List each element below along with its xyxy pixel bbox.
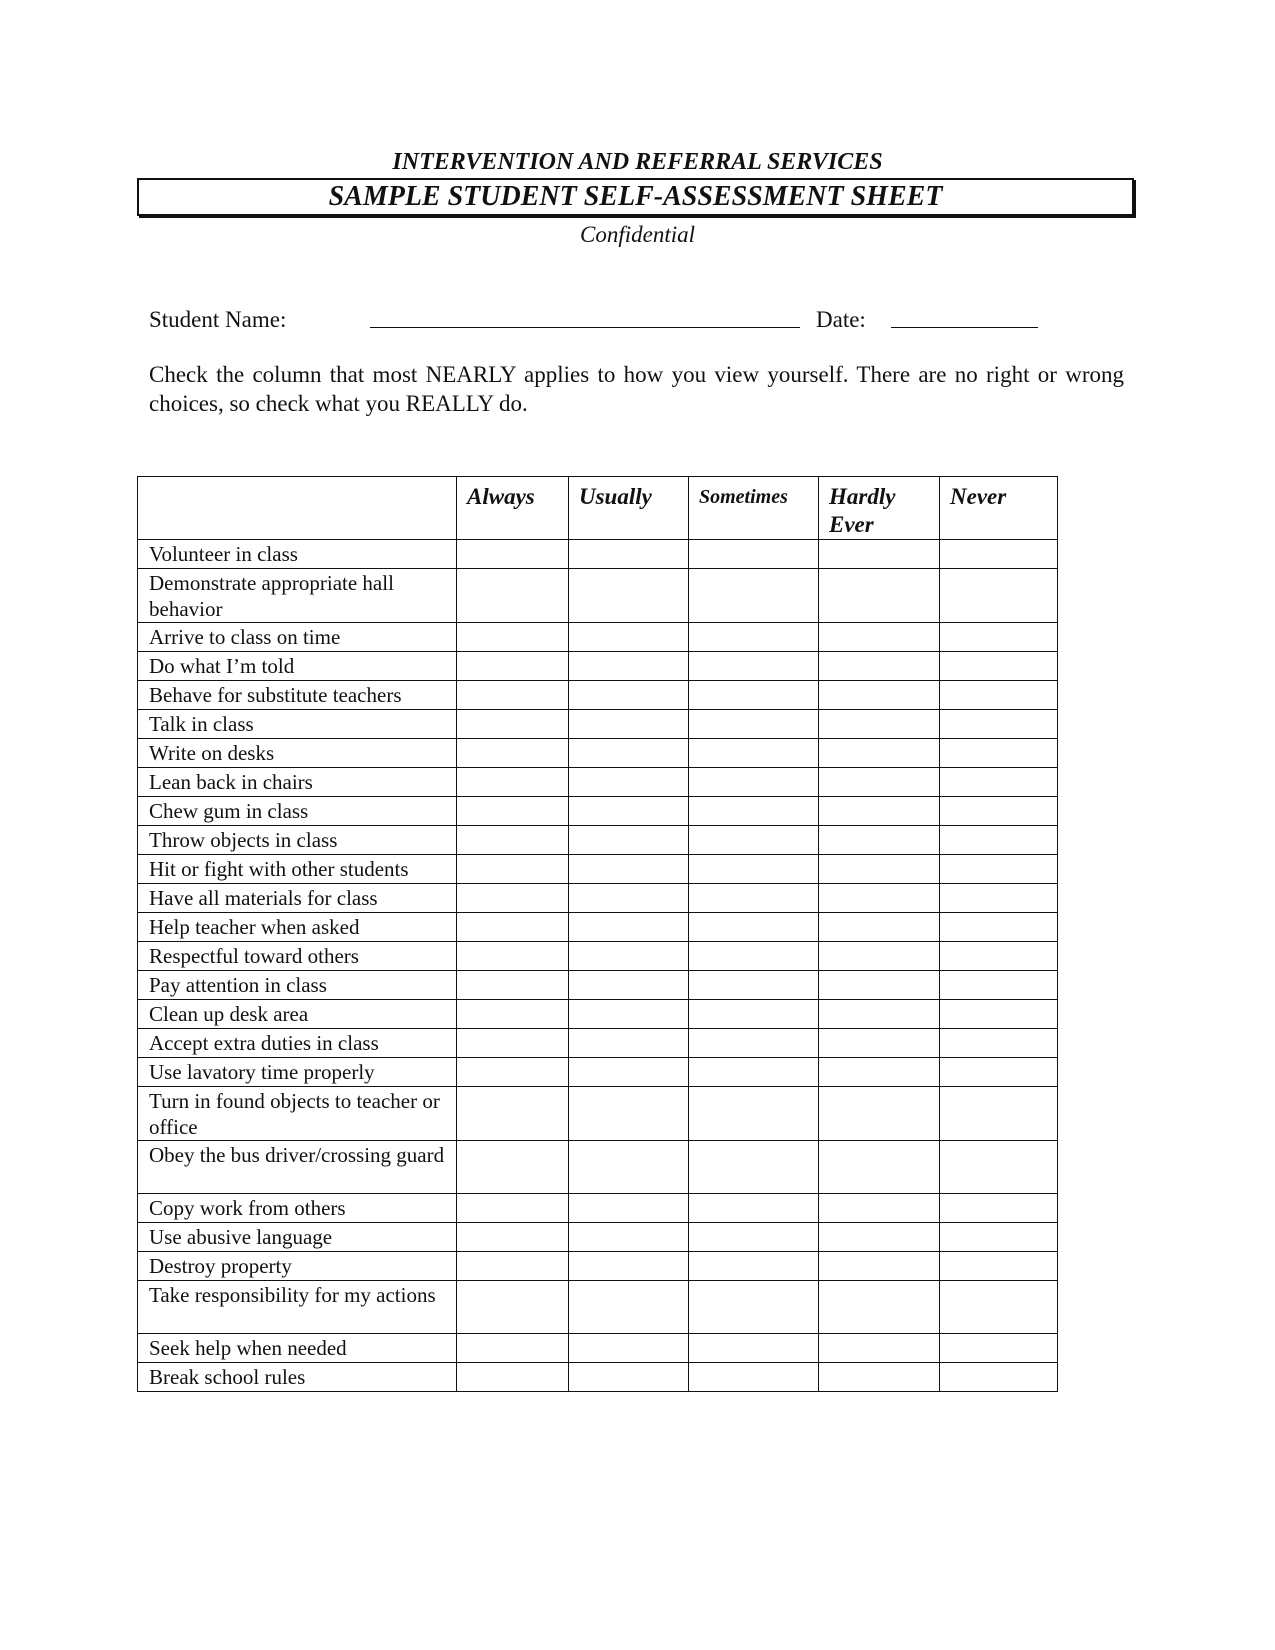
- table-row: [138, 768, 1058, 797]
- checkbox-cell-never[interactable]: [940, 1363, 1058, 1392]
- checkbox-cell-never[interactable]: [940, 1000, 1058, 1029]
- table-row: [138, 1223, 1058, 1252]
- checkbox-cell-hardly-ever[interactable]: [819, 1194, 940, 1223]
- behavior-label: Turn in found objects to teacher or office: [138, 1087, 457, 1141]
- table-row: [138, 913, 1058, 942]
- checkbox-cell-usually[interactable]: [569, 942, 689, 971]
- table-row: [138, 540, 1058, 569]
- column-header-hardly-ever: Hardly Ever: [819, 477, 940, 540]
- checkbox-cell-usually[interactable]: [569, 1000, 689, 1029]
- table-row: [138, 569, 1058, 623]
- checkbox-cell-never[interactable]: [940, 826, 1058, 855]
- behavior-label: Destroy property: [138, 1252, 457, 1281]
- checkbox-cell-sometimes[interactable]: [689, 1334, 819, 1363]
- checkbox-cell-hardly-ever[interactable]: [819, 768, 940, 797]
- table-row: [138, 1141, 1058, 1194]
- checkbox-cell-usually[interactable]: [569, 540, 689, 569]
- checkbox-cell-never[interactable]: [940, 1029, 1058, 1058]
- behavior-label: Break school rules: [138, 1363, 457, 1392]
- checkbox-cell-sometimes[interactable]: [689, 1141, 819, 1194]
- assessment-table: [137, 476, 1058, 1392]
- checkbox-cell-always[interactable]: [457, 1281, 569, 1334]
- behavior-label: Copy work from others: [138, 1194, 457, 1223]
- checkbox-cell-always[interactable]: [457, 652, 569, 681]
- checkbox-cell-always[interactable]: [457, 884, 569, 913]
- behavior-label: Seek help when needed: [138, 1334, 457, 1363]
- checkbox-cell-sometimes[interactable]: [689, 797, 819, 826]
- checkbox-cell-hardly-ever[interactable]: [819, 1223, 940, 1252]
- checkbox-cell-usually[interactable]: [569, 681, 689, 710]
- sheet-title: SAMPLE STUDENT SELF-ASSESSMENT SHEET: [137, 178, 1134, 216]
- checkbox-cell-sometimes[interactable]: [689, 623, 819, 652]
- checkbox-cell-hardly-ever[interactable]: [819, 1334, 940, 1363]
- checkbox-cell-usually[interactable]: [569, 1363, 689, 1392]
- checkbox-cell-hardly-ever[interactable]: [819, 1058, 940, 1087]
- table-row: [138, 1252, 1058, 1281]
- checkbox-cell-always[interactable]: [457, 971, 569, 1000]
- checkbox-cell-hardly-ever[interactable]: [819, 739, 940, 768]
- checkbox-cell-never[interactable]: [940, 1087, 1058, 1141]
- behavior-label: Respectful toward others: [138, 942, 457, 971]
- checkbox-cell-always[interactable]: [457, 681, 569, 710]
- checkbox-cell-sometimes[interactable]: [689, 739, 819, 768]
- behavior-label: Volunteer in class: [138, 540, 457, 569]
- checkbox-cell-sometimes[interactable]: [689, 652, 819, 681]
- checkbox-cell-sometimes[interactable]: [689, 826, 819, 855]
- table-row: [138, 739, 1058, 768]
- checkbox-cell-never[interactable]: [940, 540, 1058, 569]
- checkbox-cell-sometimes[interactable]: [689, 1223, 819, 1252]
- checkbox-cell-always[interactable]: [457, 1334, 569, 1363]
- checkbox-cell-always[interactable]: [457, 1029, 569, 1058]
- checkbox-cell-hardly-ever[interactable]: [819, 623, 940, 652]
- behavior-label: Talk in class: [138, 710, 457, 739]
- checkbox-cell-usually[interactable]: [569, 797, 689, 826]
- checkbox-cell-never[interactable]: [940, 710, 1058, 739]
- checkbox-cell-sometimes[interactable]: [689, 1252, 819, 1281]
- header-item-column: [138, 477, 457, 540]
- checkbox-cell-sometimes[interactable]: [689, 884, 819, 913]
- checkbox-cell-never[interactable]: [940, 942, 1058, 971]
- checkbox-cell-usually[interactable]: [569, 1252, 689, 1281]
- checkbox-cell-usually[interactable]: [569, 1087, 689, 1141]
- student-name-label: Student Name:: [149, 307, 287, 332]
- checkbox-cell-hardly-ever[interactable]: [819, 1363, 940, 1392]
- checkbox-cell-usually[interactable]: [569, 1334, 689, 1363]
- checkbox-cell-sometimes[interactable]: [689, 913, 819, 942]
- behavior-label: Arrive to class on time: [138, 623, 457, 652]
- instructions: Check the column that most NEARLY applies to how you view yourself. There are no right or wrong choices, so check what you REALLY do.: [149, 362, 1124, 416]
- student-name-field[interactable]: [370, 327, 800, 328]
- checkbox-cell-never[interactable]: [940, 971, 1058, 1000]
- behavior-label: Clean up desk area: [138, 1000, 457, 1029]
- checkbox-cell-usually[interactable]: [569, 768, 689, 797]
- checkbox-cell-always[interactable]: [457, 797, 569, 826]
- checkbox-cell-hardly-ever[interactable]: [819, 1252, 940, 1281]
- checkbox-cell-never[interactable]: [940, 1058, 1058, 1087]
- behavior-label: Obey the bus driver/crossing guard: [138, 1141, 457, 1194]
- table-row: [138, 681, 1058, 710]
- checkbox-cell-usually[interactable]: [569, 623, 689, 652]
- checkbox-cell-always[interactable]: [457, 1141, 569, 1194]
- checkbox-cell-usually[interactable]: [569, 913, 689, 942]
- checkbox-cell-always[interactable]: [457, 913, 569, 942]
- checkbox-cell-never[interactable]: [940, 855, 1058, 884]
- table-row: [138, 1000, 1058, 1029]
- checkbox-cell-always[interactable]: [457, 1363, 569, 1392]
- checkbox-cell-never[interactable]: [940, 884, 1058, 913]
- org-title: INTERVENTION AND REFERRAL SERVICES: [392, 149, 883, 175]
- checkbox-cell-always[interactable]: [457, 942, 569, 971]
- behavior-label: Do what I’m told: [138, 652, 457, 681]
- checkbox-cell-always[interactable]: [457, 623, 569, 652]
- behavior-label: Lean back in chairs: [138, 768, 457, 797]
- checkbox-cell-sometimes[interactable]: [689, 540, 819, 569]
- checkbox-cell-always[interactable]: [457, 768, 569, 797]
- behavior-label: Take responsibility for my actions: [138, 1281, 457, 1334]
- checkbox-cell-hardly-ever[interactable]: [819, 797, 940, 826]
- checkbox-cell-sometimes[interactable]: [689, 855, 819, 884]
- checkbox-cell-hardly-ever[interactable]: [819, 1000, 940, 1029]
- checkbox-cell-always[interactable]: [457, 1058, 569, 1087]
- table-row: [138, 797, 1058, 826]
- checkbox-cell-usually[interactable]: [569, 1223, 689, 1252]
- table-row: [138, 826, 1058, 855]
- checkbox-cell-hardly-ever[interactable]: [819, 540, 940, 569]
- checkbox-cell-sometimes[interactable]: [689, 1281, 819, 1334]
- checkbox-cell-always[interactable]: [457, 826, 569, 855]
- checkbox-cell-usually[interactable]: [569, 1194, 689, 1223]
- table-row: [138, 855, 1058, 884]
- checkbox-cell-never[interactable]: [940, 652, 1058, 681]
- column-header-usually: Usually: [569, 477, 689, 540]
- column-header-sometimes: Sometimes: [689, 477, 819, 540]
- checkbox-cell-hardly-ever[interactable]: [819, 1281, 940, 1334]
- checkbox-cell-sometimes[interactable]: [689, 1194, 819, 1223]
- checkbox-cell-usually[interactable]: [569, 1141, 689, 1194]
- date-field[interactable]: [891, 327, 1038, 328]
- date-label: Date:: [816, 307, 866, 332]
- table-row: [138, 884, 1058, 913]
- table-row: [138, 1058, 1058, 1087]
- checkbox-cell-always[interactable]: [457, 710, 569, 739]
- checkbox-cell-never[interactable]: [940, 569, 1058, 623]
- checkbox-cell-always[interactable]: [457, 1223, 569, 1252]
- checkbox-cell-never[interactable]: [940, 1334, 1058, 1363]
- checkbox-cell-sometimes[interactable]: [689, 971, 819, 1000]
- checkbox-cell-always[interactable]: [457, 1194, 569, 1223]
- behavior-label: Write on desks: [138, 739, 457, 768]
- table-row: [138, 710, 1058, 739]
- checkbox-cell-always[interactable]: [457, 739, 569, 768]
- checkbox-cell-usually[interactable]: [569, 826, 689, 855]
- checkbox-cell-sometimes[interactable]: [689, 1363, 819, 1392]
- checkbox-cell-never[interactable]: [940, 623, 1058, 652]
- table-row: [138, 652, 1058, 681]
- checkbox-cell-usually[interactable]: [569, 652, 689, 681]
- table-row: [138, 623, 1058, 652]
- table-row: [138, 1029, 1058, 1058]
- checkbox-cell-never[interactable]: [940, 797, 1058, 826]
- checkbox-cell-usually[interactable]: [569, 971, 689, 1000]
- behavior-label: Throw objects in class: [138, 826, 457, 855]
- checkbox-cell-always[interactable]: [457, 1087, 569, 1141]
- checkbox-cell-sometimes[interactable]: [689, 1087, 819, 1141]
- checkbox-cell-usually[interactable]: [569, 710, 689, 739]
- table-header-row: [138, 477, 1058, 540]
- checkbox-cell-hardly-ever[interactable]: [819, 913, 940, 942]
- checkbox-cell-usually[interactable]: [569, 569, 689, 623]
- checkbox-cell-sometimes[interactable]: [689, 1000, 819, 1029]
- behavior-label: Help teacher when asked: [138, 913, 457, 942]
- checkbox-cell-usually[interactable]: [569, 1058, 689, 1087]
- checkbox-cell-never[interactable]: [940, 739, 1058, 768]
- behavior-label: Hit or fight with other students: [138, 855, 457, 884]
- table-row: [138, 1087, 1058, 1141]
- confidential-label: Confidential: [580, 222, 695, 247]
- checkbox-cell-always[interactable]: [457, 569, 569, 623]
- checkbox-cell-sometimes[interactable]: [689, 942, 819, 971]
- checkbox-cell-sometimes[interactable]: [689, 681, 819, 710]
- table-row: [138, 942, 1058, 971]
- checkbox-cell-never[interactable]: [940, 768, 1058, 797]
- column-header-always: Always: [457, 477, 569, 540]
- checkbox-cell-always[interactable]: [457, 1000, 569, 1029]
- checkbox-cell-always[interactable]: [457, 1252, 569, 1281]
- checkbox-cell-never[interactable]: [940, 913, 1058, 942]
- checkbox-cell-usually[interactable]: [569, 1281, 689, 1334]
- checkbox-cell-never[interactable]: [940, 681, 1058, 710]
- checkbox-cell-hardly-ever[interactable]: [819, 1029, 940, 1058]
- column-header-never: Never: [940, 477, 1058, 540]
- checkbox-cell-sometimes[interactable]: [689, 569, 819, 623]
- checkbox-cell-usually[interactable]: [569, 855, 689, 884]
- checkbox-cell-hardly-ever[interactable]: [819, 710, 940, 739]
- checkbox-cell-hardly-ever[interactable]: [819, 855, 940, 884]
- checkbox-cell-hardly-ever[interactable]: [819, 681, 940, 710]
- behavior-label: Chew gum in class: [138, 797, 457, 826]
- checkbox-cell-sometimes[interactable]: [689, 710, 819, 739]
- checkbox-cell-never[interactable]: [940, 1223, 1058, 1252]
- checkbox-cell-sometimes[interactable]: [689, 1029, 819, 1058]
- table-row: [138, 1334, 1058, 1363]
- checkbox-cell-sometimes[interactable]: [689, 1058, 819, 1087]
- behavior-label: Behave for substitute teachers: [138, 681, 457, 710]
- checkbox-cell-usually[interactable]: [569, 739, 689, 768]
- table-row: [138, 1363, 1058, 1392]
- table-row: [138, 1281, 1058, 1334]
- behavior-label: Use lavatory time properly: [138, 1058, 457, 1087]
- checkbox-cell-usually[interactable]: [569, 884, 689, 913]
- checkbox-cell-always[interactable]: [457, 540, 569, 569]
- checkbox-cell-hardly-ever[interactable]: [819, 652, 940, 681]
- table-row: [138, 971, 1058, 1000]
- checkbox-cell-hardly-ever[interactable]: [819, 971, 940, 1000]
- table-row: [138, 1194, 1058, 1223]
- checkbox-cell-always[interactable]: [457, 855, 569, 884]
- behavior-label: Accept extra duties in class: [138, 1029, 457, 1058]
- checkbox-cell-hardly-ever[interactable]: [819, 1141, 940, 1194]
- behavior-label: Demonstrate appropriate hall behavior: [138, 569, 457, 623]
- checkbox-cell-hardly-ever[interactable]: [819, 942, 940, 971]
- checkbox-cell-hardly-ever[interactable]: [819, 1087, 940, 1141]
- checkbox-cell-usually[interactable]: [569, 1029, 689, 1058]
- checkbox-cell-hardly-ever[interactable]: [819, 569, 940, 623]
- checkbox-cell-hardly-ever[interactable]: [819, 884, 940, 913]
- checkbox-cell-hardly-ever[interactable]: [819, 826, 940, 855]
- checkbox-cell-never[interactable]: [940, 1194, 1058, 1223]
- behavior-label: Pay attention in class: [138, 971, 457, 1000]
- checkbox-cell-sometimes[interactable]: [689, 768, 819, 797]
- checkbox-cell-never[interactable]: [940, 1252, 1058, 1281]
- checkbox-cell-never[interactable]: [940, 1141, 1058, 1194]
- behavior-label: Have all materials for class: [138, 884, 457, 913]
- behavior-label: Use abusive language: [138, 1223, 457, 1252]
- checkbox-cell-never[interactable]: [940, 1281, 1058, 1334]
